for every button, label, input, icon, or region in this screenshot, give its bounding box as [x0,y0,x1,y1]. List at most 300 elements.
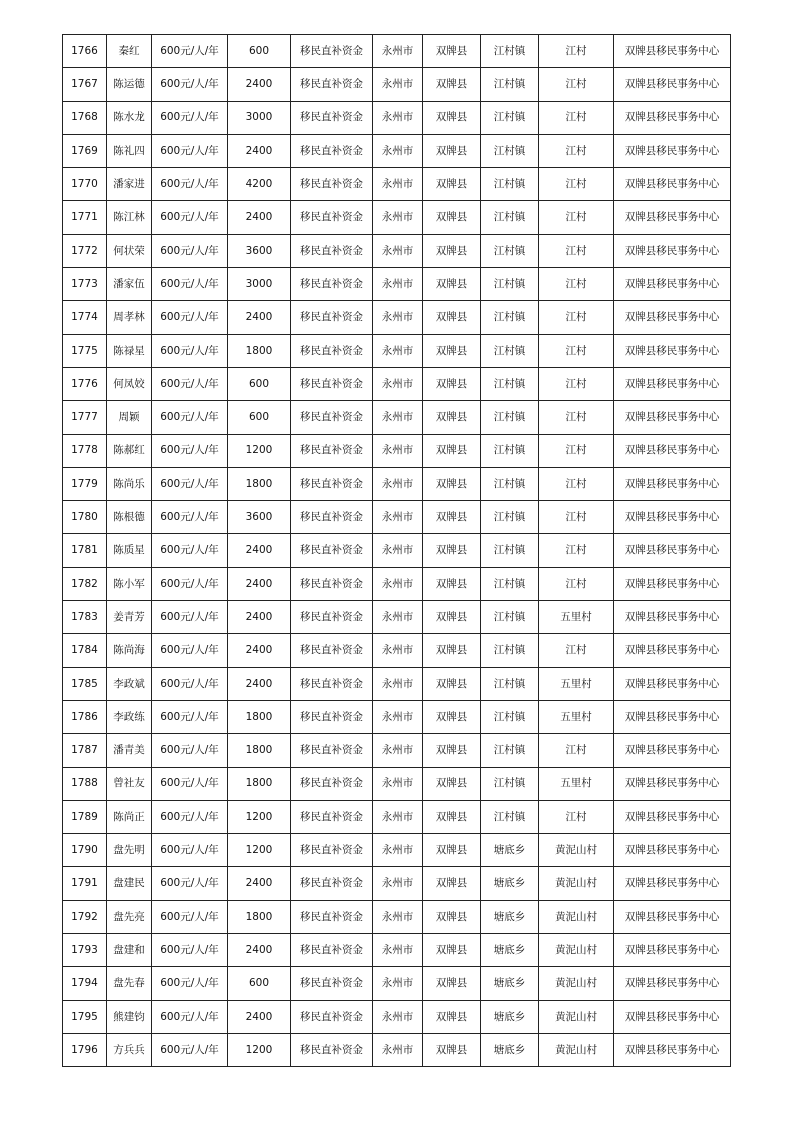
serial-number-cell: 1775 [63,334,107,367]
name-cell: 姜青芳 [107,601,152,634]
serial-number-cell: 1770 [63,168,107,201]
serial-number-cell: 1774 [63,301,107,334]
county-cell: 双牌县 [423,1000,481,1033]
table-row [63,534,731,567]
city-cell: 永州市 [373,900,423,933]
city-cell: 永州市 [373,767,423,800]
standard-cell: 600元/人/年 [152,634,228,667]
name-cell: 盘建和 [107,934,152,967]
township-cell: 江村镇 [481,134,539,167]
table-row [63,767,731,800]
county-cell: 双牌县 [423,501,481,534]
table-row [63,268,731,301]
village-cell: 江村 [539,334,614,367]
table-row [63,234,731,267]
table-row [63,567,731,600]
table-row [63,201,731,234]
agency-cell: 双牌县移民事务中心 [614,501,731,534]
village-cell: 五里村 [539,667,614,700]
agency-cell: 双牌县移民事务中心 [614,367,731,400]
fund-type-cell: 移民直补资金 [291,68,373,101]
standard-cell: 600元/人/年 [152,501,228,534]
city-cell: 永州市 [373,367,423,400]
table-row [63,834,731,867]
county-cell: 双牌县 [423,201,481,234]
amount-cell: 2400 [228,201,291,234]
agency-cell: 双牌县移民事务中心 [614,800,731,833]
township-cell: 塘底乡 [481,1000,539,1033]
standard-cell: 600元/人/年 [152,334,228,367]
table-row [63,467,731,500]
township-cell: 江村镇 [481,667,539,700]
fund-type-cell: 移民直补资金 [291,634,373,667]
table-row [63,401,731,434]
agency-cell: 双牌县移民事务中心 [614,434,731,467]
township-cell: 江村镇 [481,501,539,534]
village-cell: 黄泥山村 [539,834,614,867]
standard-cell: 600元/人/年 [152,68,228,101]
amount-cell: 3600 [228,234,291,267]
fund-type-cell: 移民直补资金 [291,101,373,134]
agency-cell: 双牌县移民事务中心 [614,534,731,567]
agency-cell: 双牌县移民事务中心 [614,201,731,234]
county-cell: 双牌县 [423,934,481,967]
serial-number-cell: 1768 [63,101,107,134]
table-row [63,601,731,634]
serial-number-cell: 1794 [63,967,107,1000]
fund-type-cell: 移民直补资金 [291,334,373,367]
city-cell: 永州市 [373,35,423,68]
standard-cell: 600元/人/年 [152,1033,228,1066]
table-row [63,734,731,767]
agency-cell: 双牌县移民事务中心 [614,401,731,434]
amount-cell: 3000 [228,101,291,134]
standard-cell: 600元/人/年 [152,767,228,800]
table-row [63,168,731,201]
city-cell: 永州市 [373,467,423,500]
fund-type-cell: 移民直补资金 [291,434,373,467]
amount-cell: 3000 [228,268,291,301]
fund-type-cell: 移民直补资金 [291,134,373,167]
agency-cell: 双牌县移民事务中心 [614,567,731,600]
city-cell: 永州市 [373,101,423,134]
amount-cell: 2400 [228,534,291,567]
fund-type-cell: 移民直补资金 [291,800,373,833]
county-cell: 双牌县 [423,567,481,600]
city-cell: 永州市 [373,401,423,434]
standard-cell: 600元/人/年 [152,534,228,567]
serial-number-cell: 1785 [63,667,107,700]
name-cell: 何凤姣 [107,367,152,400]
township-cell: 江村镇 [481,734,539,767]
city-cell: 永州市 [373,700,423,733]
city-cell: 永州市 [373,334,423,367]
village-cell: 黄泥山村 [539,967,614,1000]
township-cell: 江村镇 [481,268,539,301]
serial-number-cell: 1778 [63,434,107,467]
amount-cell: 600 [228,967,291,1000]
township-cell: 江村镇 [481,401,539,434]
serial-number-cell: 1783 [63,601,107,634]
table-row [63,634,731,667]
village-cell: 江村 [539,168,614,201]
city-cell: 永州市 [373,68,423,101]
township-cell: 江村镇 [481,800,539,833]
standard-cell: 600元/人/年 [152,134,228,167]
name-cell: 秦红 [107,35,152,68]
village-cell: 五里村 [539,700,614,733]
table-row [63,101,731,134]
name-cell: 潘家进 [107,168,152,201]
name-cell: 何状荣 [107,234,152,267]
amount-cell: 1200 [228,800,291,833]
village-cell: 五里村 [539,601,614,634]
standard-cell: 600元/人/年 [152,401,228,434]
table-row [63,1000,731,1033]
serial-number-cell: 1791 [63,867,107,900]
name-cell: 曾社友 [107,767,152,800]
fund-type-cell: 移民直补资金 [291,1000,373,1033]
township-cell: 江村镇 [481,68,539,101]
table-row [63,800,731,833]
agency-cell: 双牌县移民事务中心 [614,601,731,634]
agency-cell: 双牌县移民事务中心 [614,667,731,700]
standard-cell: 600元/人/年 [152,967,228,1000]
city-cell: 永州市 [373,134,423,167]
fund-type-cell: 移民直补资金 [291,234,373,267]
name-cell: 盘先春 [107,967,152,1000]
township-cell: 江村镇 [481,35,539,68]
table-row [63,700,731,733]
name-cell: 熊建钧 [107,1000,152,1033]
fund-type-cell: 移民直补资金 [291,301,373,334]
table-row [63,134,731,167]
township-cell: 江村镇 [481,467,539,500]
name-cell: 盘建民 [107,867,152,900]
name-cell: 陈根德 [107,501,152,534]
standard-cell: 600元/人/年 [152,168,228,201]
standard-cell: 600元/人/年 [152,35,228,68]
village-cell: 江村 [539,534,614,567]
township-cell: 江村镇 [481,767,539,800]
city-cell: 永州市 [373,534,423,567]
city-cell: 永州市 [373,800,423,833]
township-cell: 江村镇 [481,301,539,334]
city-cell: 永州市 [373,434,423,467]
fund-type-cell: 移民直补资金 [291,867,373,900]
standard-cell: 600元/人/年 [152,101,228,134]
agency-cell: 双牌县移民事务中心 [614,35,731,68]
amount-cell: 2400 [228,634,291,667]
county-cell: 双牌县 [423,967,481,1000]
village-cell: 江村 [539,567,614,600]
city-cell: 永州市 [373,234,423,267]
township-cell: 江村镇 [481,567,539,600]
fund-type-cell: 移民直补资金 [291,967,373,1000]
village-cell: 江村 [539,367,614,400]
county-cell: 双牌县 [423,767,481,800]
name-cell: 陈尚正 [107,800,152,833]
township-cell: 塘底乡 [481,934,539,967]
table-row [63,35,731,68]
village-cell: 黄泥山村 [539,900,614,933]
village-cell: 江村 [539,301,614,334]
table-row [63,434,731,467]
agency-cell: 双牌县移民事务中心 [614,68,731,101]
fund-type-cell: 移民直补资金 [291,401,373,434]
city-cell: 永州市 [373,301,423,334]
standard-cell: 600元/人/年 [152,867,228,900]
amount-cell: 1200 [228,434,291,467]
township-cell: 江村镇 [481,334,539,367]
serial-number-cell: 1769 [63,134,107,167]
amount-cell: 600 [228,367,291,400]
agency-cell: 双牌县移民事务中心 [614,867,731,900]
township-cell: 江村镇 [481,634,539,667]
serial-number-cell: 1789 [63,800,107,833]
village-cell: 黄泥山村 [539,934,614,967]
serial-number-cell: 1796 [63,1033,107,1066]
agency-cell: 双牌县移民事务中心 [614,268,731,301]
standard-cell: 600元/人/年 [152,268,228,301]
township-cell: 塘底乡 [481,967,539,1000]
county-cell: 双牌县 [423,667,481,700]
serial-number-cell: 1782 [63,567,107,600]
amount-cell: 1800 [228,467,291,500]
township-cell: 江村镇 [481,101,539,134]
county-cell: 双牌县 [423,35,481,68]
name-cell: 陈礼四 [107,134,152,167]
table-row [63,867,731,900]
county-cell: 双牌县 [423,467,481,500]
table-row [63,934,731,967]
standard-cell: 600元/人/年 [152,467,228,500]
agency-cell: 双牌县移民事务中心 [614,134,731,167]
name-cell: 方兵兵 [107,1033,152,1066]
name-cell: 周孝林 [107,301,152,334]
agency-cell: 双牌县移民事务中心 [614,767,731,800]
village-cell: 江村 [539,101,614,134]
county-cell: 双牌县 [423,700,481,733]
village-cell: 江村 [539,68,614,101]
county-cell: 双牌县 [423,134,481,167]
serial-number-cell: 1779 [63,467,107,500]
city-cell: 永州市 [373,501,423,534]
amount-cell: 2400 [228,867,291,900]
amount-cell: 2400 [228,134,291,167]
city-cell: 永州市 [373,567,423,600]
fund-type-cell: 移民直补资金 [291,501,373,534]
city-cell: 永州市 [373,734,423,767]
table-row [63,501,731,534]
standard-cell: 600元/人/年 [152,367,228,400]
fund-type-cell: 移民直补资金 [291,934,373,967]
county-cell: 双牌县 [423,268,481,301]
county-cell: 双牌县 [423,900,481,933]
standard-cell: 600元/人/年 [152,301,228,334]
county-cell: 双牌县 [423,800,481,833]
serial-number-cell: 1781 [63,534,107,567]
village-cell: 黄泥山村 [539,1000,614,1033]
amount-cell: 2400 [228,68,291,101]
village-cell: 黄泥山村 [539,1033,614,1066]
village-cell: 江村 [539,134,614,167]
township-cell: 江村镇 [481,434,539,467]
serial-number-cell: 1766 [63,35,107,68]
village-cell: 江村 [539,501,614,534]
township-cell: 塘底乡 [481,900,539,933]
agency-cell: 双牌县移民事务中心 [614,101,731,134]
amount-cell: 1200 [228,1033,291,1066]
amount-cell: 2400 [228,667,291,700]
amount-cell: 3600 [228,501,291,534]
city-cell: 永州市 [373,867,423,900]
serial-number-cell: 1793 [63,934,107,967]
county-cell: 双牌县 [423,601,481,634]
fund-type-cell: 移民直补资金 [291,367,373,400]
standard-cell: 600元/人/年 [152,201,228,234]
county-cell: 双牌县 [423,734,481,767]
county-cell: 双牌县 [423,234,481,267]
fund-type-cell: 移民直补资金 [291,467,373,500]
city-cell: 永州市 [373,634,423,667]
fund-type-cell: 移民直补资金 [291,201,373,234]
table-row [63,301,731,334]
name-cell: 陈尚海 [107,634,152,667]
subsidy-roster-table [62,34,731,1067]
township-cell: 江村镇 [481,534,539,567]
name-cell: 李政练 [107,700,152,733]
amount-cell: 4200 [228,168,291,201]
agency-cell: 双牌县移民事务中心 [614,1033,731,1066]
fund-type-cell: 移民直补资金 [291,268,373,301]
name-cell: 陈禄星 [107,334,152,367]
township-cell: 江村镇 [481,201,539,234]
name-cell: 陈小军 [107,567,152,600]
standard-cell: 600元/人/年 [152,567,228,600]
table-row [63,1033,731,1066]
fund-type-cell: 移民直补资金 [291,567,373,600]
agency-cell: 双牌县移民事务中心 [614,168,731,201]
serial-number-cell: 1771 [63,201,107,234]
standard-cell: 600元/人/年 [152,1000,228,1033]
serial-number-cell: 1786 [63,700,107,733]
village-cell: 黄泥山村 [539,867,614,900]
standard-cell: 600元/人/年 [152,934,228,967]
standard-cell: 600元/人/年 [152,834,228,867]
fund-type-cell: 移民直补资金 [291,700,373,733]
city-cell: 永州市 [373,1000,423,1033]
table-row [63,334,731,367]
serial-number-cell: 1773 [63,268,107,301]
county-cell: 双牌县 [423,434,481,467]
name-cell: 陈尚乐 [107,467,152,500]
fund-type-cell: 移民直补资金 [291,900,373,933]
amount-cell: 600 [228,401,291,434]
amount-cell: 1200 [228,834,291,867]
fund-type-cell: 移民直补资金 [291,168,373,201]
name-cell: 盘先明 [107,834,152,867]
serial-number-cell: 1790 [63,834,107,867]
table-row [63,967,731,1000]
village-cell: 江村 [539,434,614,467]
city-cell: 永州市 [373,934,423,967]
table-row [63,900,731,933]
fund-type-cell: 移民直补资金 [291,834,373,867]
agency-cell: 双牌县移民事务中心 [614,334,731,367]
name-cell: 陈质星 [107,534,152,567]
village-cell: 江村 [539,634,614,667]
county-cell: 双牌县 [423,401,481,434]
township-cell: 江村镇 [481,700,539,733]
table-row [63,667,731,700]
amount-cell: 600 [228,35,291,68]
township-cell: 塘底乡 [481,1033,539,1066]
county-cell: 双牌县 [423,334,481,367]
standard-cell: 600元/人/年 [152,234,228,267]
name-cell: 陈江林 [107,201,152,234]
township-cell: 江村镇 [481,168,539,201]
agency-cell: 双牌县移民事务中心 [614,301,731,334]
county-cell: 双牌县 [423,101,481,134]
township-cell: 江村镇 [481,367,539,400]
agency-cell: 双牌县移民事务中心 [614,934,731,967]
name-cell: 李政斌 [107,667,152,700]
amount-cell: 2400 [228,934,291,967]
amount-cell: 2400 [228,567,291,600]
agency-cell: 双牌县移民事务中心 [614,634,731,667]
name-cell: 陈运德 [107,68,152,101]
serial-number-cell: 1788 [63,767,107,800]
city-cell: 永州市 [373,834,423,867]
amount-cell: 1800 [228,334,291,367]
serial-number-cell: 1792 [63,900,107,933]
serial-number-cell: 1795 [63,1000,107,1033]
fund-type-cell: 移民直补资金 [291,767,373,800]
village-cell: 江村 [539,268,614,301]
amount-cell: 1800 [228,734,291,767]
name-cell: 陈郝红 [107,434,152,467]
standard-cell: 600元/人/年 [152,601,228,634]
village-cell: 江村 [539,35,614,68]
name-cell: 潘青美 [107,734,152,767]
serial-number-cell: 1780 [63,501,107,534]
fund-type-cell: 移民直补资金 [291,1033,373,1066]
city-cell: 永州市 [373,667,423,700]
county-cell: 双牌县 [423,634,481,667]
county-cell: 双牌县 [423,1033,481,1066]
village-cell: 江村 [539,800,614,833]
standard-cell: 600元/人/年 [152,734,228,767]
fund-type-cell: 移民直补资金 [291,35,373,68]
serial-number-cell: 1772 [63,234,107,267]
name-cell: 盘先亮 [107,900,152,933]
amount-cell: 1800 [228,900,291,933]
city-cell: 永州市 [373,268,423,301]
table-row [63,367,731,400]
county-cell: 双牌县 [423,367,481,400]
name-cell: 潘家伍 [107,268,152,301]
city-cell: 永州市 [373,201,423,234]
county-cell: 双牌县 [423,867,481,900]
county-cell: 双牌县 [423,834,481,867]
village-cell: 江村 [539,234,614,267]
city-cell: 永州市 [373,601,423,634]
amount-cell: 2400 [228,301,291,334]
standard-cell: 600元/人/年 [152,434,228,467]
serial-number-cell: 1784 [63,634,107,667]
fund-type-cell: 移民直补资金 [291,734,373,767]
